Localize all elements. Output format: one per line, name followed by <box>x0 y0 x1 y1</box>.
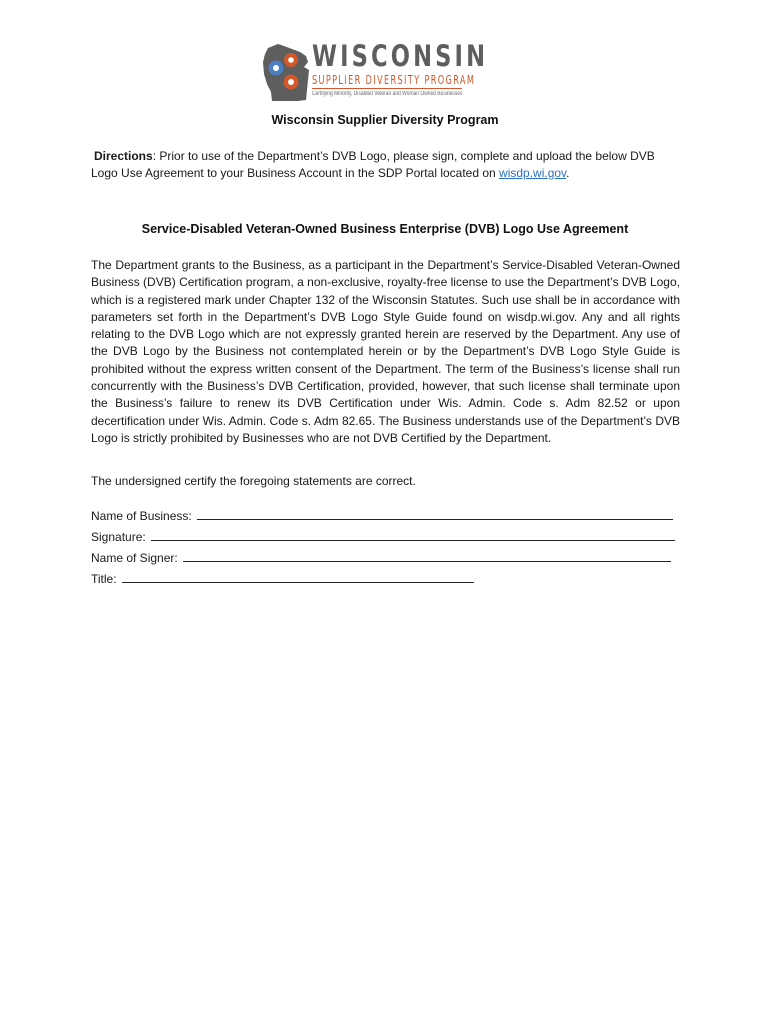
orange-gear-icon <box>284 53 298 67</box>
directions-end: . <box>566 166 570 180</box>
blue-gear-icon <box>269 61 284 76</box>
directions-paragraph <box>91 148 683 182</box>
signer-name-label: Name of Signer: <box>91 551 178 565</box>
business-name-label: Name of Business: <box>91 509 192 523</box>
logo-tagline: Certifying Minority, Disabled Veteran and Woman Owned Businesses <box>312 91 463 97</box>
agreement-title: Service-Disabled Veteran-Owned Business Enterprise (DVB) Logo Use Agreement <box>141 222 629 236</box>
agreement-body: The Department grants to the Business, as a participant in the Department’s Service-Disabled Veteran-Owned Business (DVB) Certification program, a non-exclusive, royalty-free license to use the Department’s DVB Logo, which is a registered mark under Chapter 132 of the Wisconsin Statutes. Such use shall be in accordance with parameters set forth in the Department’s DVB Logo Style Guide found on wisdp.wi.gov. Any and all rights relating to the DVB Logo which are not expressly granted herein are reserved by the Department. Any use of the DVB Logo by the Business not contemplated herein or by the Department’s DVB Logo Style Guide is prohibited without the express written consent of the Department. The term of the Business’s license shall run concurrently with the Business’s DVB Certification, provided, however, that such license shall terminate upon the Business’s failure to renew its DVB Certification under Wis. Admin. Code s. Adm 82.52 or upon decertification under Wis. Admin. Code s. Adm 82.65. The Business understands use of the Department’s DVB Logo is strictly prohibited by Businesses who are not DVB Certified by the Department. <box>91 258 680 445</box>
logo-wordmark: WISCONSIN <box>312 39 489 73</box>
signature-label: Signature: <box>91 530 146 544</box>
signature-line[interactable] <box>151 529 675 541</box>
logo-divider <box>312 88 462 89</box>
wisconsin-sdp-logo <box>262 39 489 106</box>
certify-statement: The undersigned certify the foregoing statements are correct. <box>91 474 416 488</box>
title-line[interactable] <box>122 571 474 583</box>
signature-field[interactable] <box>91 529 675 545</box>
signer-name-line[interactable] <box>183 550 671 562</box>
business-name-line[interactable] <box>197 508 673 520</box>
title-label: Title: <box>91 572 117 586</box>
orange-gear-icon-2 <box>284 75 299 90</box>
page-title: Wisconsin Supplier Diversity Program <box>271 113 499 127</box>
wisdp-link[interactable]: wisdp.wi.gov <box>499 166 567 180</box>
directions-label: Directions <box>94 149 153 163</box>
directions-text: : Prior to use of the Department’s DVB Logo, please sign, complete and upload the below DVB Logo Use Agreement to your Business Account in the SDP Portal located on <box>91 149 655 180</box>
logo-subtitle: SUPPLIER DIVERSITY PROGRAM <box>312 73 476 87</box>
signer-name-field[interactable] <box>91 550 671 566</box>
wisconsin-state-gears-icon <box>262 40 314 104</box>
title-field[interactable] <box>91 571 474 587</box>
business-name-field[interactable] <box>91 508 673 524</box>
